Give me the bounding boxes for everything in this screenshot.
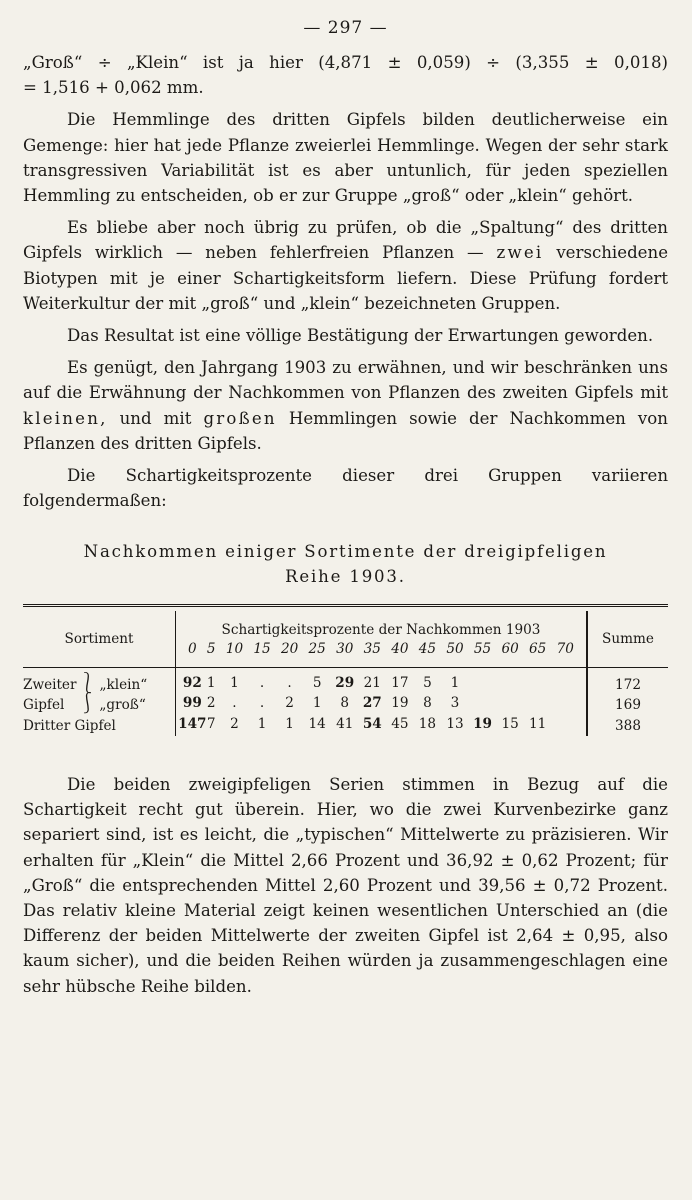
table-caption-line-1: Nachkommen einiger Sortimente der dreigipfeligen [83, 542, 608, 562]
class-label: 15 [253, 641, 271, 658]
table-cell: 1 [450, 674, 460, 691]
table-cell: 1 [206, 674, 216, 691]
table-cell: 15 [501, 715, 519, 732]
table-cell: 14 [308, 715, 326, 732]
table-cell: 99 [182, 695, 202, 712]
class-label: 35 [363, 641, 381, 658]
table-cell: 1 [230, 674, 239, 691]
table-cell: 19 [473, 715, 492, 732]
brace-glyph: ⎱ [78, 671, 97, 695]
paragraph-2-spaced: zwei [496, 243, 544, 263]
table-cell: 41 [336, 715, 354, 732]
paragraph-2-part-b: verschiedene Biotypen mit je einer Schartigkeitsform liefern. Diese Prüfung fordert Weiterkultur der mit „groß“ und „klein“ bezeichneten Gruppen. [23, 243, 669, 313]
table-row [23, 715, 668, 736]
formula-line-2: = 1,516 + 0,062 mm. [23, 78, 204, 98]
paragraph-4 [23, 355, 668, 456]
table-cell: 2 [206, 695, 216, 712]
table-row [23, 668, 668, 695]
formula-line-1: „Groß“ ÷ „Klein“ ist ja hier (4,871 ± 0,059) ÷ (3,355 ± 0,018) [23, 53, 668, 72]
table-cell: 147 [178, 715, 207, 732]
row-sum: 169 [615, 697, 641, 714]
paragraph-0 [23, 50, 668, 100]
paragraph-6: Die beiden zweigipfeligen Serien stimmen in Bezug auf die Schartigkeit recht gut überein. Hier, wo die zwei Kurvenbezirke ganz separiert sind, ist es leicht, die „typischen“ Mittelwerte zu präzisieren. Wir erhalten für „Klein“ die Mittel 2,66 Prozent und 36,92 ± 0,62 Prozent; für „Groß“ die entsprechenden Mittel 2,60 Prozent und 39,56 ± 0,72 Prozent. Das relativ kleine Material zeigt keinen wesentlichen Unterschied an (die Differenz der beiden Mittelwerte der zweiten Gipfel ist 2,64 ± 0,95, also kaum sicher), und die beiden Reihen würden ja zusammengeschlagen eine sehr hübsche Reihe bilden. [23, 774, 668, 996]
table-row [23, 695, 668, 716]
row-label-dritter: Dritter Gipfel [23, 715, 176, 736]
row-label-gipfel-text: Gipfel [23, 697, 65, 714]
header-class-list [176, 639, 586, 663]
row-values [176, 715, 588, 736]
class-label: 55 [473, 641, 492, 658]
table-cell: 11 [529, 715, 547, 732]
row-values [176, 695, 588, 716]
table-cell: 29 [335, 674, 355, 691]
paragraph-4-spaced-1: kleinen, [23, 408, 108, 428]
table-cell: . [259, 674, 265, 691]
table-cell: 3 [450, 695, 460, 712]
header-sortiment: Sortiment [23, 611, 176, 668]
table-cell: 1 [312, 695, 322, 712]
page-number: — 297 — [303, 18, 388, 38]
table-cell: 7 [206, 715, 216, 732]
values-row-1 [176, 695, 586, 715]
table-cell: 27 [362, 695, 382, 712]
header-schartigkeit-label: Schartigkeitsprozente der Nachkommen 1903 [221, 622, 541, 639]
paragraph-5: Die Schartigkeitsprozente dieser drei Gruppen variieren folgendermaßen: [23, 466, 668, 511]
paragraph-4-part-b: und mit [119, 408, 192, 428]
paragraph-4-part-a: Es genügt, den Jahrgang 1903 zu erwähnen, und wir beschränken uns auf die Erwähnung der Nachkommen von Pflanzen des zweiten Gipfels mit [23, 358, 668, 403]
values-row-2 [176, 716, 586, 736]
class-label: 20 [280, 641, 299, 658]
paragraph-4-part-c: Hemmlingen sowie der Nachkommen von Pflanzen des dritten Gipfels. [23, 408, 668, 453]
paragraph-2-part-a: Es bliebe aber noch übrig zu prüfen, ob die „Spaltung“ des dritten Gipfels wirklich — neben fehlerfreien Pflanzen — [23, 218, 668, 263]
table-caption-line-2: Reihe 1903. [285, 567, 406, 587]
table-cell: 19 [391, 695, 409, 712]
table-cell: . [232, 695, 237, 712]
table-cell: 18 [418, 715, 437, 732]
class-label: 40 [391, 641, 409, 658]
paragraph-3: Das Resultat ist eine völlige Bestätigung der Erwartungen geworden. [67, 326, 654, 346]
table-cell: 1 [257, 715, 267, 732]
row-label-gipfel [23, 692, 176, 716]
class-label: 5 [206, 641, 216, 658]
table-cell: 2 [285, 695, 294, 712]
table-cell: . [259, 695, 265, 712]
table-cell: . [287, 674, 292, 691]
table-cell: 13 [446, 715, 464, 732]
header-schartigkeit [176, 611, 588, 668]
row-values [176, 668, 588, 695]
row-sum: 388 [615, 717, 641, 734]
row-label-zweiter-text: Zweiter [23, 676, 77, 693]
row-label-klein: „klein“ [99, 676, 148, 693]
data-table [23, 604, 668, 736]
paragraph-1: Die Hemmlinge des dritten Gipfels bilden deutlicherweise ein Gemenge: hier hat jede Pflanze zweierlei Hemmlinge. Wegen der sehr stark transgressiven Variabilität ist es aber untunlich, für jeden speziellen Hemmling zu entscheiden, ob er zur Gruppe „groß“ oder „klein“ gehört. [23, 110, 668, 206]
table-caption [23, 539, 668, 589]
class-label: 10 [225, 641, 244, 658]
table-cell: 17 [391, 674, 409, 691]
table-cell: 2 [230, 715, 239, 732]
header-summe: Summe [587, 611, 668, 668]
table-cell: 54 [362, 715, 382, 732]
table-cell: 8 [423, 695, 432, 712]
table-cell: 1 [285, 715, 294, 732]
row-label-zweiter [23, 668, 176, 695]
table-cell: 5 [312, 674, 322, 691]
class-label: 60 [501, 641, 519, 658]
class-label: 50 [446, 641, 464, 658]
class-label: 25 [308, 641, 326, 658]
class-label: 30 [336, 641, 354, 658]
table-cell: 92 [182, 674, 202, 691]
table-cell: 21 [363, 674, 381, 691]
table-header-row [23, 611, 668, 668]
class-label: 0 [188, 641, 197, 658]
class-label: 65 [529, 641, 547, 658]
values-row-0 [176, 675, 586, 695]
class-label: 70 [556, 641, 574, 658]
class-label: 45 [418, 641, 437, 658]
table-cell: 8 [340, 695, 350, 712]
table-cell: 5 [423, 674, 432, 691]
row-label-gross: „groß“ [99, 697, 146, 714]
table-cell: 45 [391, 715, 409, 732]
row-sum: 172 [615, 676, 641, 693]
paragraph-2 [23, 215, 668, 316]
paragraph-4-spaced-2: großen [203, 408, 277, 428]
brace-glyph: ⎰ [78, 692, 97, 716]
